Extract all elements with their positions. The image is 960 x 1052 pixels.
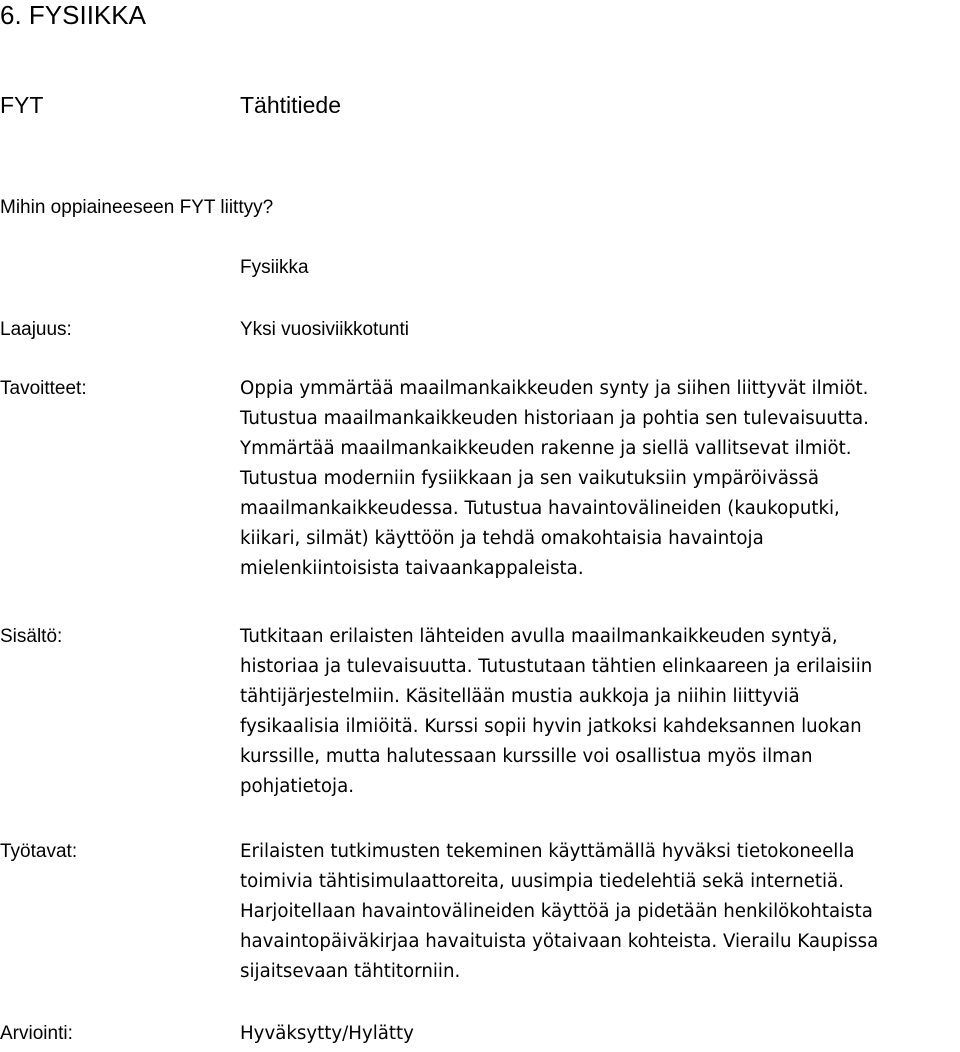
goals-line: mielenkiintoisista taivaankappaleista. <box>240 558 584 579</box>
methods-line: Harjoitellaan havaintovälineiden käyttöä ja pidetään henkilökohtaista <box>240 901 873 922</box>
methods-line: toimivia tähtisimulaattoreita, uusimpia tiedelehtiä sekä internetiä. <box>240 871 844 892</box>
content-line: Tutkitaan erilaisten lähteiden avulla maailmankaikkeuden syntyä, <box>240 626 838 647</box>
content-line: fysikaalisia ilmiöitä. Kurssi sopii hyvin jatkoksi kahdeksannen luokan <box>240 716 862 737</box>
goals-label: Tavoitteet: <box>0 378 87 399</box>
subject-value: Fysiikka <box>240 257 309 278</box>
course-name: Tähtitiede <box>240 92 342 118</box>
methods-line: Erilaisten tutkimusten tekeminen käyttämällä hyväksi tietokoneella <box>240 841 855 862</box>
content-line: tähtijärjestelmiin. Käsitellään mustia aukkoja ja niihin liittyviä <box>240 686 800 707</box>
content-line: historiaa ja tulevaisuutta. Tutustutaan tähtien elinkaareen ja erilaisiin <box>240 656 873 677</box>
content-label: Sisältö: <box>0 626 63 647</box>
goals-line: Tutustua maailmankaikkeuden historiaan ja pohtia sen tulevaisuutta. <box>240 408 869 429</box>
course-code: FYT <box>0 92 44 118</box>
goals-text <box>240 374 958 584</box>
goals-line: Ymmärtää maailmankaikkeuden rakenne ja siellä vallitsevat ilmiöt. <box>240 438 852 459</box>
subject-question: Mihin oppiaineeseen FYT liittyy? <box>0 197 274 218</box>
content-line: kurssille, mutta halutessaan kurssille voi osallistua myös ilman <box>240 746 813 767</box>
scope-label: Laajuus: <box>0 319 72 340</box>
page-heading: 6. FYSIIKKA <box>0 0 146 30</box>
goals-line: kiikari, silmät) käyttöön ja tehdä omakohtaisia havaintoja <box>240 528 764 549</box>
methods-text <box>240 837 958 987</box>
methods-label: Työtavat: <box>0 841 78 862</box>
assessment-value: Hyväksytty/Hylätty <box>240 1023 414 1044</box>
goals-line: Oppia ymmärtää maailmankaikkeuden synty ja siihen liittyvät ilmiöt. <box>240 378 869 399</box>
content-line: pohjatietoja. <box>240 776 355 797</box>
scope-value: Yksi vuosiviikkotunti <box>240 319 409 340</box>
goals-line: Tutustua moderniin fysiikkaan ja sen vaikutuksiin ympäröivässä <box>240 468 819 489</box>
goals-line: maailmankaikkeudessa. Tutustua havaintovälineiden (kaukoputki, <box>240 498 840 519</box>
methods-line: sijaitsevaan tähtitorniin. <box>240 961 461 982</box>
content-text <box>240 622 958 802</box>
assessment-label: Arviointi: <box>0 1023 73 1044</box>
methods-line: havaintopäiväkirjaa havaituista yötaivaan kohteista. Vierailu Kaupissa <box>240 931 879 952</box>
